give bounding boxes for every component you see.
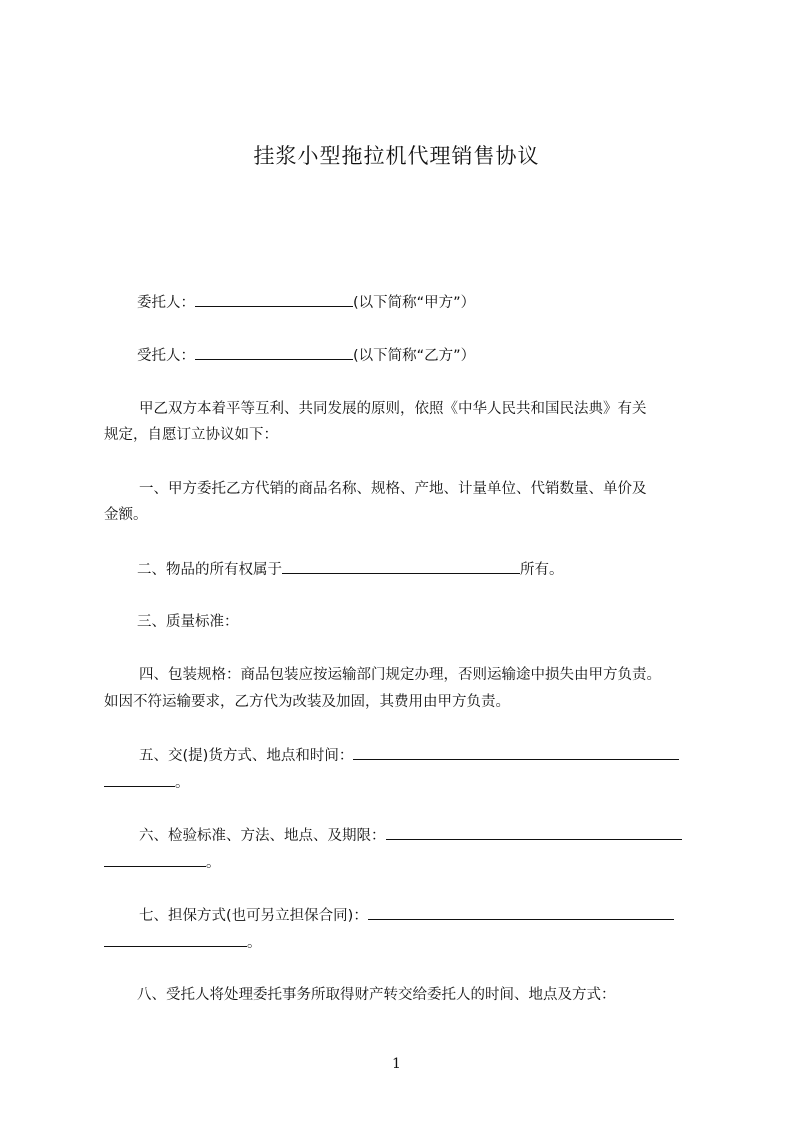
clause-7-end: 。 xyxy=(247,935,262,951)
owner-blank[interactable] xyxy=(282,559,520,574)
agent-line xyxy=(137,345,475,366)
document-title: 挂浆小型拖拉机代理销售协议 xyxy=(253,144,540,168)
clause-6-prefix: 六、检验标准、方法、地点、及期限： xyxy=(139,828,386,844)
clause-5-end: 。 xyxy=(175,775,190,791)
clause-7-prefix: 七、担保方式(也可另立担保合同)： xyxy=(139,908,368,924)
clause-4-line-2: 如因不符运输要求，乙方代为改装及加固，其费用由甲方负责。 xyxy=(104,694,510,710)
guarantee-blank-1[interactable] xyxy=(368,905,674,920)
clause-1-line-1: 一、甲方委托乙方代销的商品名称、规格、产地、计量单位、代销数量、单价及 xyxy=(139,481,647,497)
clause-5-line-1 xyxy=(139,745,679,766)
clause-7-line-1 xyxy=(139,905,674,926)
clause-2-suffix: 所有。 xyxy=(520,562,564,578)
clause-4-line-1: 四、包装规格：商品包装应按运输部门规定办理，否则运输途中损失由甲方负责。 xyxy=(139,667,661,683)
agent-label: 受托人： xyxy=(137,348,195,364)
client-label: 委托人： xyxy=(137,295,195,311)
clause-5-line-2 xyxy=(104,772,190,793)
inspection-blank-2[interactable] xyxy=(104,852,206,867)
clause-1-line-2: 金额。 xyxy=(104,507,148,523)
clause-6-line-1 xyxy=(139,825,682,846)
intro-line-2: 规定，自愿订立协议如下： xyxy=(104,427,278,443)
guarantee-blank-2[interactable] xyxy=(104,932,247,947)
clause-3: 三、质量标准： xyxy=(137,614,239,630)
inspection-blank-1[interactable] xyxy=(386,825,682,840)
client-blank[interactable] xyxy=(195,292,353,307)
delivery-blank-1[interactable] xyxy=(353,745,679,760)
clause-5-prefix: 五、交(提)货方式、地点和时间： xyxy=(139,748,354,764)
clause-2-line xyxy=(137,559,564,580)
clause-7-line-2 xyxy=(104,932,262,953)
agent-suffix: (以下简称“乙方”） xyxy=(353,348,476,364)
clause-2-prefix: 二、物品的所有权属于 xyxy=(137,562,282,578)
client-line xyxy=(137,292,475,313)
page-number: 1 xyxy=(392,1056,401,1072)
clause-6-line-2 xyxy=(104,852,221,873)
agent-blank[interactable] xyxy=(195,345,353,360)
intro-line-1: 甲乙双方本着平等互利、共同发展的原则，依照《中华人民共和国民法典》有关 xyxy=(139,401,647,417)
clause-6-end: 。 xyxy=(206,855,221,871)
clause-8: 八、受托人将处理委托事务所取得财产转交给委托人的时间、地点及方式： xyxy=(137,987,616,1003)
delivery-blank-2[interactable] xyxy=(104,772,175,787)
client-suffix: (以下简称“甲方”） xyxy=(353,295,476,311)
